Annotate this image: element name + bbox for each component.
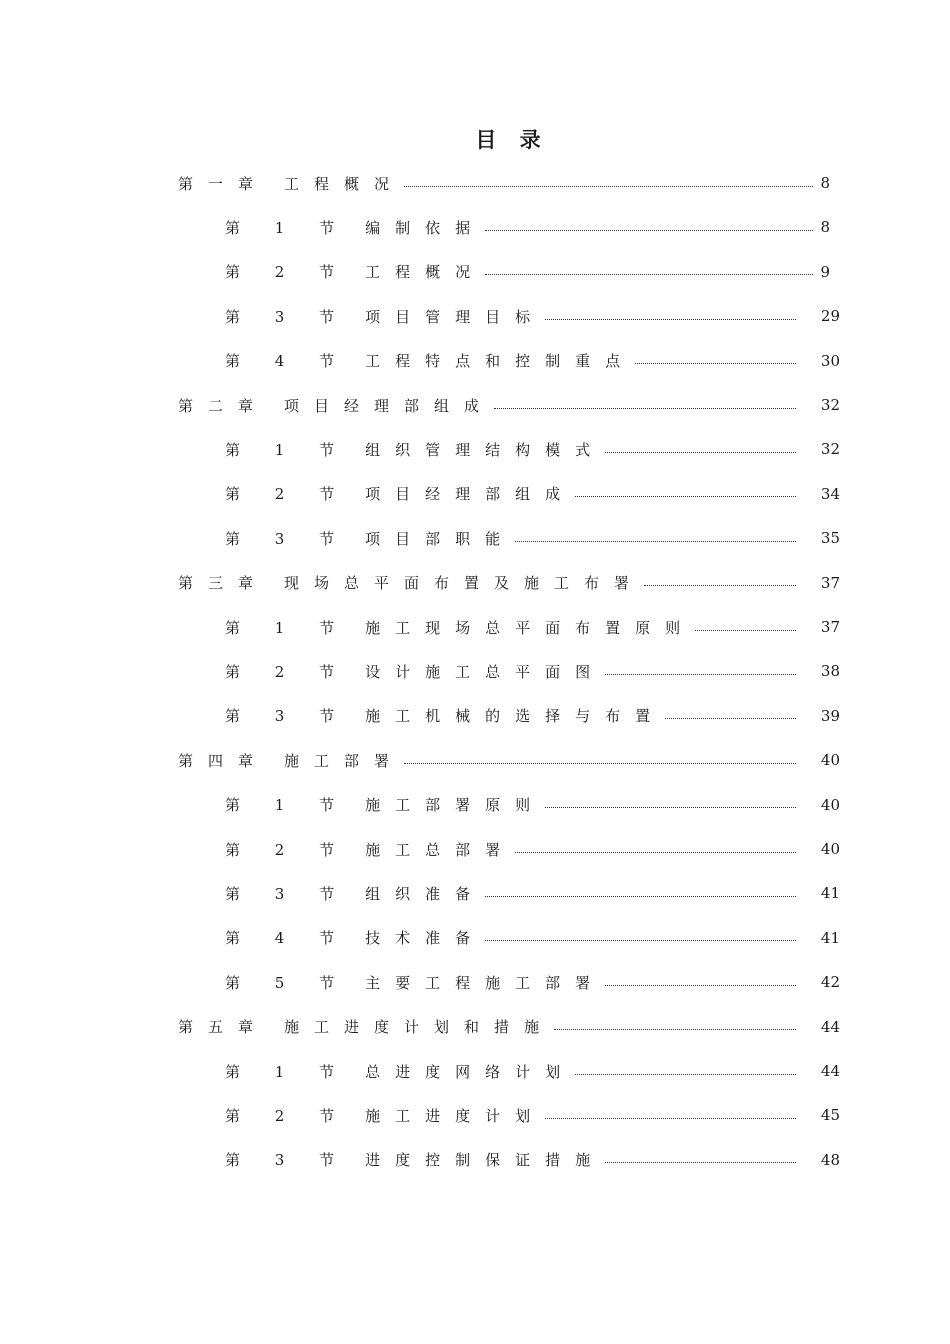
section-number: 第 1 节 <box>225 1062 350 1081</box>
entry-title: 进度控制保证措施 <box>365 1151 606 1170</box>
entry-title: 施工进度计划 <box>365 1106 546 1125</box>
page-number: 39 <box>820 706 840 725</box>
section-number: 第 3 节 <box>225 1151 350 1170</box>
entry-title: 施工总部署 <box>365 840 516 859</box>
section-number: 第 3 节 <box>225 529 350 548</box>
dot-leader <box>605 1162 796 1163</box>
toc-entry[interactable] <box>225 659 840 683</box>
dot-leader <box>575 1074 796 1075</box>
chapter-number: 第四章 <box>178 751 269 770</box>
page-number: 45 <box>820 1106 840 1125</box>
page-number: 44 <box>820 1062 840 1080</box>
toc-entry[interactable] <box>225 482 840 506</box>
toc-entry[interactable] <box>178 1015 840 1039</box>
dot-leader <box>494 408 796 409</box>
toc-entry[interactable] <box>225 215 830 239</box>
section-number: 第 1 节 <box>225 796 350 815</box>
section-number: 第 1 节 <box>225 618 350 637</box>
entry-title: 组织管理结构模式 <box>365 440 606 459</box>
page-number: 40 <box>820 795 840 814</box>
entry-title: 项目经理部组成 <box>365 485 576 504</box>
dot-leader <box>605 452 796 453</box>
page-number: 37 <box>820 618 840 636</box>
entry-title: 施工机械的选择与布置 <box>365 707 666 726</box>
page-number: 8 <box>820 218 830 237</box>
dot-leader <box>665 718 796 719</box>
toc-title: 目 录 <box>475 128 549 152</box>
dot-leader <box>485 896 796 897</box>
toc-entry[interactable] <box>225 615 840 639</box>
section-number: 第 3 节 <box>225 884 350 903</box>
page-number: 37 <box>820 573 840 592</box>
section-number: 第 2 节 <box>225 1106 350 1125</box>
section-number: 第 4 节 <box>225 929 350 948</box>
section-number: 第 2 节 <box>225 662 350 681</box>
toc-entry[interactable] <box>178 393 840 417</box>
dot-leader <box>515 852 796 853</box>
toc-entry[interactable] <box>225 349 840 373</box>
dot-leader <box>485 274 813 275</box>
dot-leader <box>404 763 796 764</box>
page-number: 42 <box>820 973 840 992</box>
toc-entry[interactable] <box>225 1148 840 1172</box>
dot-leader <box>485 230 813 231</box>
chapter-number: 第二章 <box>178 396 269 415</box>
page-number: 38 <box>820 662 840 681</box>
dot-leader <box>695 630 796 631</box>
page-number: 32 <box>820 396 840 414</box>
toc-entry[interactable] <box>225 970 840 994</box>
page-number: 32 <box>820 440 840 459</box>
entry-title: 工程概况 <box>365 263 486 282</box>
entry-title: 总进度网络计划 <box>365 1062 576 1081</box>
entry-title: 工程特点和控制重点 <box>365 352 636 371</box>
page-number: 40 <box>820 840 840 858</box>
toc-entry[interactable] <box>225 1059 840 1083</box>
section-number: 第 3 节 <box>225 307 350 326</box>
toc-entry[interactable] <box>225 881 840 905</box>
toc-entry[interactable] <box>225 704 840 728</box>
page-number: 41 <box>820 884 840 903</box>
entry-title: 工程概况 <box>284 174 405 193</box>
page-number: 30 <box>820 351 840 370</box>
entry-title: 施工现场总平面布置原则 <box>365 618 696 637</box>
toc-entry[interactable] <box>225 1103 840 1127</box>
entry-title: 施工部署 <box>284 751 405 770</box>
dot-leader <box>644 585 796 586</box>
page-number: 34 <box>820 484 840 503</box>
dot-leader <box>554 1029 796 1030</box>
chapter-number: 第一章 <box>178 174 269 193</box>
toc-entry[interactable] <box>225 437 840 461</box>
dot-leader <box>485 940 796 941</box>
entry-title: 施工进度计划和措施 <box>284 1018 555 1037</box>
toc-entry[interactable] <box>225 926 840 950</box>
toc-entry[interactable] <box>225 304 840 328</box>
toc-entry[interactable] <box>178 171 830 195</box>
section-number: 第 1 节 <box>225 218 350 237</box>
section-number: 第 2 节 <box>225 485 350 504</box>
dot-leader <box>404 186 813 187</box>
dot-leader <box>575 496 796 497</box>
dot-leader <box>605 674 796 675</box>
dot-leader <box>545 319 796 320</box>
section-number: 第 1 节 <box>225 440 350 459</box>
page-number: 8 <box>820 174 830 192</box>
section-number: 第 2 节 <box>225 840 350 859</box>
chapter-number: 第五章 <box>178 1018 269 1037</box>
chapter-number: 第三章 <box>178 574 269 593</box>
entry-title: 组织准备 <box>365 884 486 903</box>
toc-entry[interactable] <box>225 260 830 284</box>
toc-entry[interactable] <box>178 748 840 772</box>
dot-leader <box>515 541 796 542</box>
section-number: 第 5 节 <box>225 973 350 992</box>
entry-title: 设计施工总平面图 <box>365 662 606 681</box>
page-number: 35 <box>820 529 840 548</box>
toc-entry[interactable] <box>225 526 840 550</box>
page-number: 29 <box>820 307 840 326</box>
dot-leader <box>635 363 796 364</box>
section-number: 第 2 节 <box>225 263 350 282</box>
toc-entry[interactable] <box>225 793 840 817</box>
dot-leader <box>605 985 796 986</box>
entry-title: 主要工程施工部署 <box>365 973 606 992</box>
dot-leader <box>545 1118 796 1119</box>
entry-title: 项目经理部组成 <box>284 396 495 415</box>
page-number: 41 <box>820 928 840 947</box>
section-number: 第 3 节 <box>225 707 350 726</box>
entry-title: 编制依据 <box>365 218 486 237</box>
section-number: 第 4 节 <box>225 352 350 371</box>
toc-entry[interactable] <box>178 571 840 595</box>
entry-title: 施工部署原则 <box>365 796 546 815</box>
entry-title: 项目管理目标 <box>365 307 546 326</box>
entry-title: 技术准备 <box>365 929 486 948</box>
toc-entry[interactable] <box>225 837 840 861</box>
entry-title: 现场总平面布置及施工布署 <box>284 574 645 593</box>
page-number: 48 <box>820 1150 840 1169</box>
page-number: 9 <box>820 262 830 281</box>
dot-leader <box>545 807 796 808</box>
entry-title: 项目部职能 <box>365 529 516 548</box>
page-number: 44 <box>820 1017 840 1036</box>
page-number: 40 <box>820 751 840 770</box>
